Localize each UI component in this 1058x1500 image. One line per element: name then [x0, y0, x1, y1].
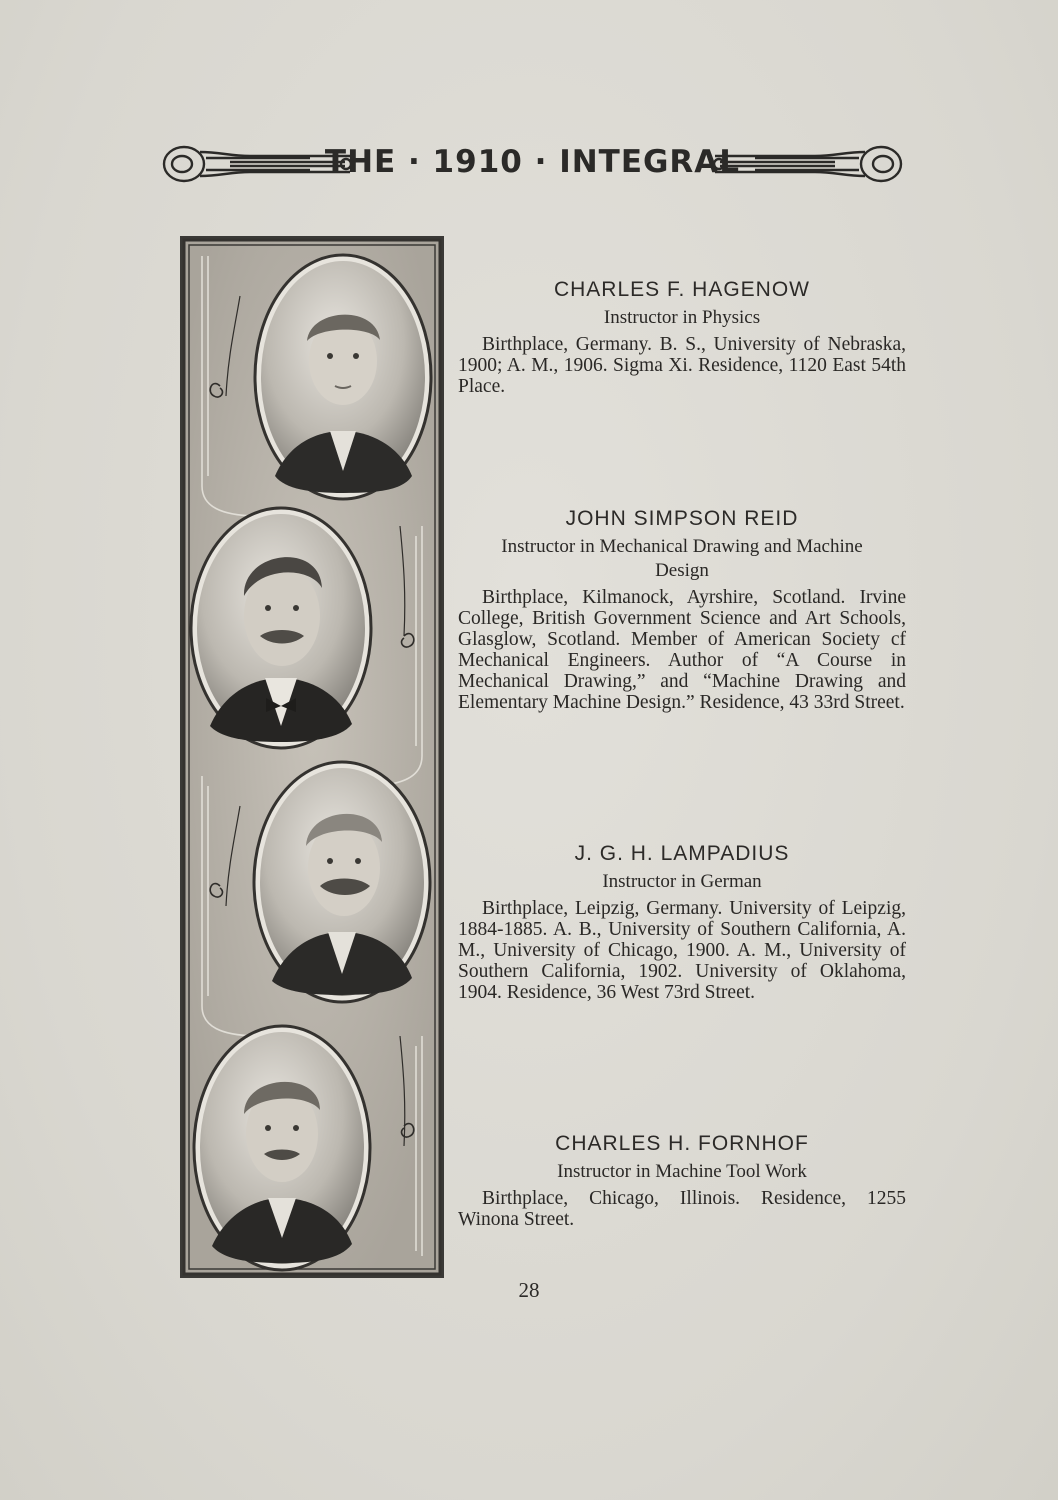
entry-bio: Birthplace, Leipzig, Germany. University of Leipzig, 1884-1885. A. B., University of Southern California, A. M., University of Chicago, 1900. A. M., University of Southern California, 1902. University of Oklahoma, 1904. Residence, 36 West 73rd Street. — [458, 898, 906, 1003]
entry-role: Instructor in Mechanical Drawing and Machine Design — [501, 536, 863, 581]
entry-role: Instructor in Machine Tool Work — [557, 1161, 807, 1182]
entry-bio: Birthplace, Kilmanock, Ayrshire, Scotland. Irvine College, British Government Science and Art Schools, Glasglow, Scotland. Member of American Society cf Mechanical Engineers. Author of “A Course in Mechanical Drawing,” and “Machine Drawing and Elementary Machine Design.” Residence, 43 33rd Street. — [458, 587, 906, 713]
entry-name: CHARLES H. FORNHOF — [555, 1132, 809, 1155]
page-number: 28 — [518, 1278, 540, 1302]
portrait-hagenow — [255, 255, 431, 499]
entry-fornhof — [458, 1130, 906, 1230]
entry-bio: Birthplace, Chicago, Illinois. Residence, 1255 Winona Street. — [458, 1188, 906, 1230]
entry-name: J. G. H. LAMPADIUS — [574, 842, 790, 865]
portrait-reid — [191, 508, 371, 748]
portrait-fornhof — [194, 1026, 370, 1270]
entry-role: Instructor in Physics — [603, 307, 761, 328]
page-header — [160, 138, 905, 188]
portrait-panel — [180, 236, 444, 1278]
journal-title: THE · 1910 · INTEGRAL — [324, 144, 741, 180]
right-scroll-ornament-icon — [710, 142, 905, 186]
entry-bio: Birthplace, Germany. B. S., University of Nebraska, 1900; A. M., 1906. Sigma Xi. Residence, 1120 East 54th Place. — [458, 334, 906, 397]
entry-role: Instructor in German — [602, 871, 762, 892]
entry-reid — [458, 505, 906, 713]
portrait-lampadius — [254, 762, 430, 1002]
entry-name: JOHN SIMPSON REID — [565, 507, 799, 530]
entry-hagenow — [458, 276, 906, 397]
entry-name: CHARLES F. HAGENOW — [553, 278, 811, 301]
entry-lampadius — [458, 840, 906, 1003]
